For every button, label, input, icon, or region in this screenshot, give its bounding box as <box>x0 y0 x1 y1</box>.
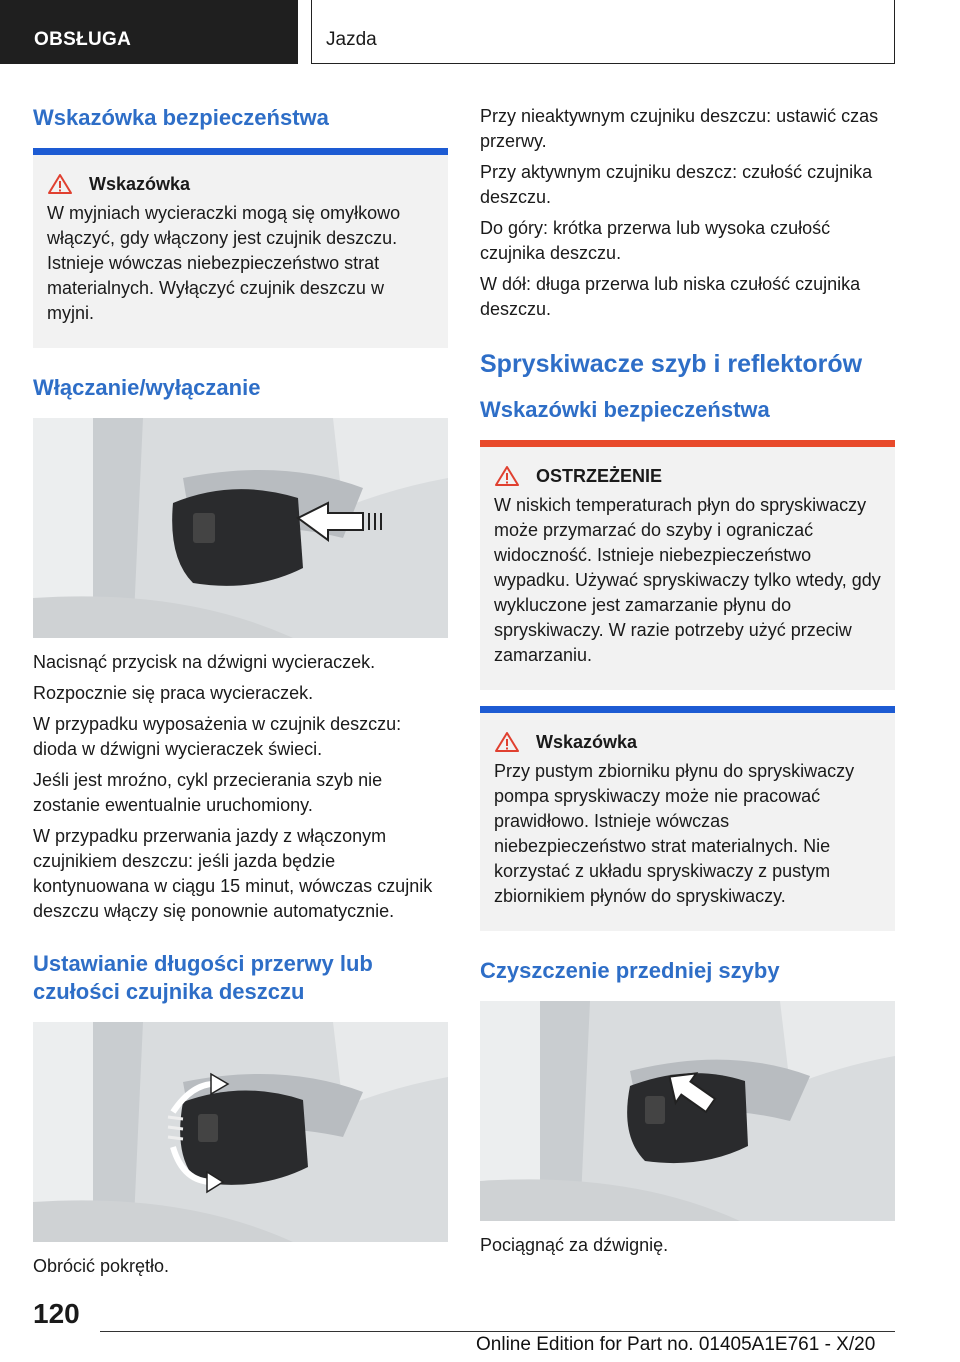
right-column <box>480 96 895 1258</box>
footer-rule <box>100 1331 895 1332</box>
paragraph: W przypadku przerwania jazdy z włączonym czujnikiem deszczu: jeśli jazda będzie kontynuowana w ciągu 15 minut, wówczas czujnik deszczu włączy się ponownie automatycznie. <box>33 826 433 921</box>
paragraph: W dół: długa przerwa lub niska czułość czujnika deszczu. <box>480 274 861 319</box>
warning-triangle-icon <box>494 465 520 487</box>
warning-triangle-icon <box>47 173 73 195</box>
onoff-heading: Włączanie/wyłączanie <box>33 375 261 400</box>
wiper-dial-illustration <box>33 1022 448 1242</box>
paragraph: Do góry: krótka przerwa lub wysoka czułość czujnika deszczu. <box>480 218 831 263</box>
note-text: Przy pustym zbiorniku płynu do spryskiwaczy pompa spryskiwaczy może nie pracować prawidłowo. Istnieje wówczas niebezpieczeństwo strat materialnych. Nie korzystać z układu spryskiwaczy z pustym zbiornikiem płynów do spryskiwaczy. <box>494 761 855 906</box>
paragraph: Rozpocznie się praca wycieraczek. <box>33 683 314 703</box>
warning-text: W niskich temperaturach płyn do spryskiwaczy może przymarzać do szyby i ograniczać widoczność. Istnieje niebezpieczeństwo wypadku. Używać spryskiwaczy tylko wtedy, gdy wykluczone jest zamarzanie płynu do spryskiwaczy. W razie potrzeby użyć przeciw zamarzaniu. <box>494 495 881 665</box>
note-title: Wskazówka <box>89 173 191 194</box>
note-text: W myjniach wycieraczki mogą się omyłkowo włączyć, gdy włączony jest czujnik deszczu. Istnieje wówczas niebezpieczeństwo strat materialnych. Wyłączyć czujnik deszczu w myjni. <box>47 203 401 323</box>
note-box <box>33 155 448 348</box>
left-column <box>33 96 448 1279</box>
paragraph: Nacisnąć przycisk na dźwigni wycieraczek. <box>33 652 376 672</box>
paragraph: Przy aktywnym czujniku deszcz: czułość czujnika deszczu. <box>480 162 873 207</box>
paragraph: Przy nieaktywnym czujniku deszczu: ustawić czas przerwy. <box>480 106 879 151</box>
pull-caption: Pociągnąć za dźwignię. <box>480 1235 669 1255</box>
washer-safety-heading: Wskazówki bezpieczeństwa <box>480 397 770 422</box>
warning-box <box>480 447 895 690</box>
warning-triangle-icon <box>494 731 520 753</box>
onoff-paragraphs <box>33 650 448 924</box>
warning-title: OSTRZEŻENIE <box>536 465 663 486</box>
note-bar <box>480 706 895 713</box>
wiper-button-illustration <box>33 418 448 638</box>
safety-heading: Wskazówka bezpieczeństwa <box>33 105 329 130</box>
note-title: Wskazówka <box>536 731 638 752</box>
wiper-pull-illustration <box>480 1001 895 1221</box>
washer-heading: Spryskiwacze szyb i reflektorów <box>480 350 863 378</box>
paragraph: W przypadku wyposażenia w czujnik deszczu: dioda w dźwigni wycieraczek świeci. <box>33 714 402 759</box>
header-section-tab: OBSŁUGA <box>0 0 298 64</box>
paragraph: Jeśli jest mroźno, cykl przecierania szyb nie zostanie ewentualnie uruchomiony. <box>33 770 383 815</box>
note-box <box>480 713 895 931</box>
header-chapter-title: Jazda <box>311 0 895 64</box>
windshield-heading: Czyszczenie przedniej szyby <box>480 958 780 983</box>
turn-caption: Obrócić pokrętło. <box>33 1256 170 1276</box>
footer-edition: Online Edition for Part no. 01405A1E761 - X/20 <box>476 1334 876 1355</box>
warning-bar <box>480 440 895 447</box>
note-bar <box>33 148 448 155</box>
interval-heading: Ustawianie długości przerwy lub czułości czujnika deszczu <box>33 951 373 1004</box>
page-number: 120 <box>33 1298 80 1329</box>
interval-paragraphs <box>480 104 895 322</box>
